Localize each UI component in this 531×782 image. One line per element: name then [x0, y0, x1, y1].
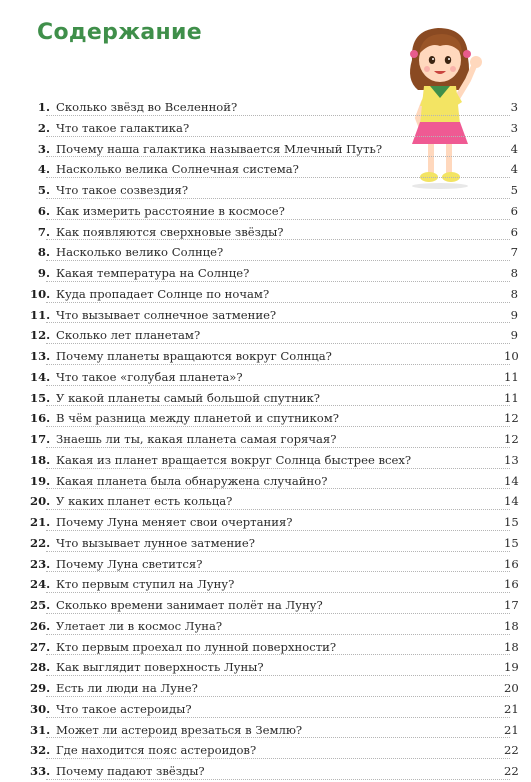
toc-entry-title: У какой планеты самый большой спутник? [56, 388, 320, 409]
toc-entry-page-number: 16 [504, 574, 518, 595]
toc-entry-title: Почему наша галактика называется Млечный Путь? [56, 139, 382, 160]
table-of-contents [30, 97, 518, 782]
toc-entry-title: Сколько звёзд во Вселенной? [56, 97, 237, 118]
toc-entry-number: 24. [30, 577, 51, 592]
toc-entry-number: 5. [37, 183, 50, 197]
toc-entry-title: Что такое галактика? [56, 118, 189, 139]
toc-entry-title: Что такое созвездия? [56, 180, 188, 201]
toc-entry[interactable] [30, 284, 518, 305]
toc-entry-number: 10. [30, 286, 51, 301]
toc-entry-number: 20. [30, 494, 51, 509]
toc-entry-number: 26. [30, 618, 51, 633]
toc-entry[interactable] [30, 616, 518, 637]
toc-entry[interactable] [30, 388, 518, 409]
toc-entry[interactable] [30, 720, 518, 741]
toc-entry-page-number: 6 [504, 222, 518, 243]
toc-entry-page-number: 18 [504, 637, 518, 658]
toc-entry-number: 15. [30, 390, 51, 405]
toc-entry-title: Какая из планет вращается вокруг Солнца быстрее всех? [56, 450, 411, 471]
toc-entry-page-number: 8 [504, 284, 518, 305]
toc-entry-title: Почему Луна светится? [56, 554, 202, 575]
toc-entry[interactable] [30, 512, 518, 533]
toc-entry-number: 21. [30, 515, 51, 529]
toc-entry[interactable] [30, 595, 518, 616]
toc-entry-number: 11. [30, 307, 51, 322]
toc-entry-title: Где находится пояс астероидов? [56, 740, 256, 761]
toc-entry[interactable] [30, 740, 518, 761]
toc-entry-page-number: 20 [504, 678, 518, 699]
toc-entry-page-number: 18 [504, 616, 518, 637]
toc-entry-page-number: 11 [504, 367, 518, 388]
toc-entry-page-number: 6 [504, 201, 518, 222]
toc-entry-number: 29. [30, 681, 51, 695]
toc-entry-number: 1. [37, 100, 50, 114]
toc-entry[interactable] [30, 201, 518, 222]
toc-entry-page-number: 9 [504, 305, 518, 326]
toc-entry-page-number: 21 [504, 699, 518, 720]
toc-entry-number: 33. [30, 764, 51, 778]
toc-entry[interactable] [30, 429, 518, 450]
toc-entry-page-number: 15 [504, 533, 518, 554]
toc-entry[interactable] [30, 574, 518, 595]
toc-entry[interactable] [30, 325, 518, 346]
toc-entry-number: 28. [30, 660, 51, 675]
toc-entry-page-number: 9 [504, 325, 518, 346]
toc-entry[interactable] [30, 408, 518, 429]
toc-entry[interactable] [30, 637, 518, 658]
toc-entry-number: 4. [37, 162, 50, 177]
toc-entry-page-number: 7 [504, 242, 518, 263]
toc-entry-page-number: 4 [504, 139, 518, 160]
toc-entry-title: Насколько велика Солнечная система? [56, 159, 299, 180]
toc-entry-number: 6. [37, 203, 50, 218]
toc-entry[interactable] [30, 159, 518, 180]
toc-entry[interactable] [30, 471, 518, 492]
toc-entry-number: 12. [30, 328, 51, 343]
toc-entry-number: 18. [30, 452, 51, 467]
toc-entry[interactable] [30, 450, 518, 471]
toc-entry[interactable] [30, 554, 518, 575]
toc-entry[interactable] [30, 346, 518, 367]
toc-entry-page-number: 16 [504, 554, 518, 575]
toc-entry-number: 23. [30, 556, 51, 571]
toc-entry-number: 32. [30, 743, 51, 758]
toc-entry-page-number: 8 [504, 263, 518, 284]
toc-entry-title: Почему планеты вращаются вокруг Солнца? [56, 346, 332, 367]
toc-entry-title: Есть ли люди на Луне? [56, 678, 198, 699]
toc-entry-page-number: 4 [504, 159, 518, 180]
page-title: Содержание [37, 20, 202, 45]
toc-entry-number: 22. [30, 535, 51, 550]
toc-entry[interactable] [30, 761, 518, 782]
toc-entry-number: 31. [30, 722, 51, 737]
hand-waving [470, 56, 482, 68]
bow-right [463, 50, 471, 58]
toc-entry-number: 27. [30, 639, 51, 654]
toc-entry-page-number: 3 [504, 118, 518, 139]
toc-entry-title: Почему падают звёзды? [56, 761, 205, 782]
toc-entry-number: 17. [30, 432, 51, 446]
toc-entry-number: 14. [30, 369, 51, 384]
toc-entry-number: 13. [30, 349, 51, 363]
toc-entry-page-number: 22 [504, 761, 518, 782]
toc-entry-title: Куда пропадает Солнце по ночам? [56, 284, 269, 305]
toc-entry-number: 3. [37, 141, 50, 156]
toc-entry-title: Что вызывает солнечное затмение? [56, 305, 276, 326]
toc-entry-title: Какая температура на Солнце? [56, 263, 249, 284]
toc-entry-title: Кто первым проехал по лунной поверхности? [56, 637, 336, 658]
toc-entry-title: В чём разница между планетой и спутником? [56, 408, 339, 429]
toc-entry[interactable] [30, 657, 518, 678]
toc-entry-number: 19. [30, 473, 51, 488]
toc-entry-title: У каких планет есть кольца? [56, 491, 232, 512]
toc-entry-page-number: 21 [504, 720, 518, 741]
toc-entry-page-number: 19 [504, 657, 518, 678]
toc-entry-title: Какая планета была обнаружена случайно? [56, 471, 327, 492]
toc-entry-title: Кто первым ступил на Луну? [56, 574, 234, 595]
toc-entry-title: Как выглядит поверхность Луны? [56, 657, 264, 678]
toc-entry-page-number: 15 [504, 512, 518, 533]
toc-entry-number: 2. [37, 120, 50, 135]
toc-entry-number: 25. [30, 598, 51, 612]
toc-entry-title: Что такое астероиды? [56, 699, 192, 720]
toc-entry-title: Сколько лет планетам? [56, 325, 200, 346]
toc-entry-title: Как измерить расстояние в космосе? [56, 201, 285, 222]
toc-entry[interactable] [30, 139, 518, 160]
toc-entry[interactable] [30, 367, 518, 388]
toc-entry-title: Что такое «голубая планета»? [56, 367, 243, 388]
toc-entry[interactable] [30, 242, 518, 263]
toc-entry-page-number: 5 [504, 180, 518, 201]
toc-entry-page-number: 12 [504, 429, 518, 450]
toc-entry-number: 7. [37, 224, 50, 239]
toc-entry-title: Сколько времени занимает полёт на Луну? [56, 595, 323, 616]
toc-entry-title: Знаешь ли ты, какая планета самая горячая? [56, 429, 336, 450]
toc-entry[interactable] [30, 222, 518, 243]
toc-entry[interactable] [30, 699, 518, 720]
toc-entry[interactable] [30, 678, 518, 699]
toc-entry[interactable] [30, 305, 518, 326]
eye-right [445, 56, 451, 64]
toc-entry-number: 30. [30, 701, 51, 716]
toc-entry-number: 8. [37, 245, 50, 260]
toc-entry-title: Улетает ли в космос Луна? [56, 616, 222, 637]
toc-entry[interactable] [30, 118, 518, 139]
toc-entry-title: Может ли астероид врезаться в Землю? [56, 720, 302, 741]
toc-entry-title: Как появляются сверхновые звёзды? [56, 222, 284, 243]
toc-entry-page-number: 10 [504, 346, 518, 367]
toc-entry-title: Почему Луна меняет свои очертания? [56, 512, 293, 533]
toc-entry-page-number: 14 [504, 471, 518, 492]
toc-entry[interactable] [30, 180, 518, 201]
toc-entry-page-number: 17 [504, 595, 518, 616]
eye-left [429, 56, 435, 64]
toc-entry-page-number: 12 [504, 408, 518, 429]
toc-entry[interactable] [30, 491, 518, 512]
toc-entry[interactable] [30, 533, 518, 554]
toc-entry-page-number: 11 [504, 388, 518, 409]
toc-entry-number: 16. [30, 411, 51, 426]
toc-entry-number: 9. [37, 266, 50, 280]
toc-entry-page-number: 22 [504, 740, 518, 761]
toc-entry-title: Что вызывает лунное затмение? [56, 533, 255, 554]
toc-entry-page-number: 14 [504, 491, 518, 512]
bow-left [410, 50, 418, 58]
toc-entry-page-number: 13 [504, 450, 518, 471]
toc-entry-title: Насколько велико Солнце? [56, 242, 223, 263]
toc-entry-page-number: 3 [504, 97, 518, 118]
toc-entry[interactable] [30, 97, 518, 118]
toc-entry[interactable] [30, 263, 518, 284]
